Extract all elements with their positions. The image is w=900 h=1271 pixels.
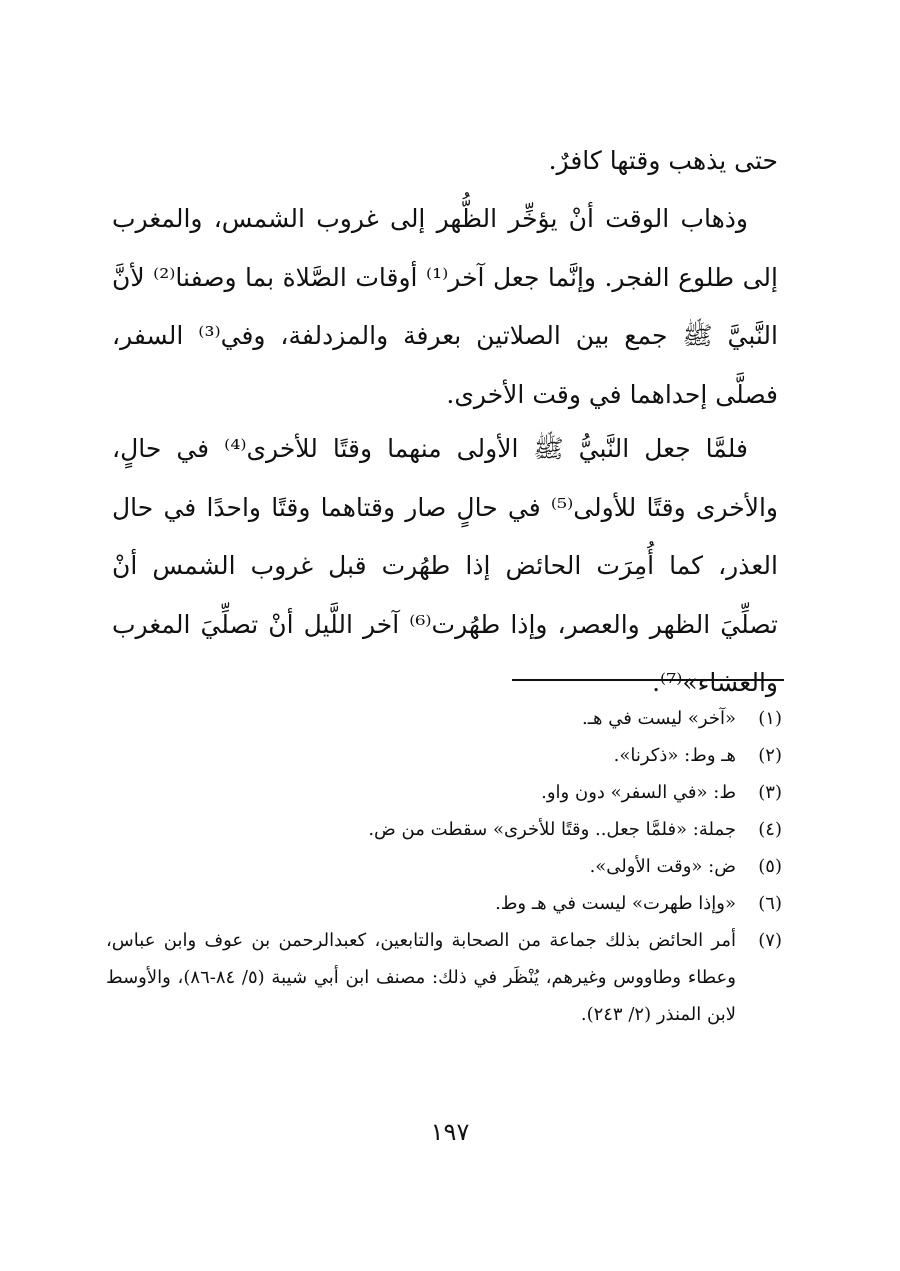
footnotes-list (106, 700, 782, 1033)
footnote-5 (106, 848, 782, 885)
footnote-2 (106, 737, 782, 774)
footnote-text: «آخر» ليست في هـ. (582, 708, 736, 729)
footnote-text: أمر الحائض بذلك جماعة من الصحابة والتابعين، كعبدالرحمن بن عوف وابن عباس، وعطاء وطاووس وغيرهم، يُنْظَر في ذلك: مصنف ابن أبي شيبة (٥/ ٨٤-٨٦)، والأوسط لابن المنذر (٢/ ٢٤٣). (106, 930, 736, 1025)
footnote-number: (٦) (758, 893, 782, 914)
footnote-number: (١) (758, 708, 782, 729)
footnote-3 (106, 774, 782, 811)
footnote-4 (106, 811, 782, 848)
footnote-number: (٢) (758, 745, 782, 766)
footnote-text: ض: «وقت الأولى». (589, 856, 736, 877)
footnote-number: (٥) (758, 856, 782, 877)
continuation-line: حتى يذهب وقتها كافرٌ. (548, 146, 778, 175)
footnote-7 (106, 922, 782, 1033)
body-paragraph-2: فلمَّا جعل النَّبيُّ ﷺ الأولى منهما وقتًا للأخرى⁽⁴⁾ في حالٍ، والأخرى وقتًا للأولى⁽⁵⁾ في حالٍ صار وقتاهما وقتًا واحدًا في حال العذر، كما أُمِرَت الحائض إذا طهُرت قبل غروب الشمس أنْ تصلِّيَ الظهر والعصر، وإذا طهُرت⁽⁶⁾ آخر اللَّيل أنْ تصلِّيَ المغرب والعشاء»⁽⁷⁾. (112, 434, 779, 697)
footnote-number: (٧) (758, 930, 782, 951)
footnote-text: هـ وط: «ذكرنا». (613, 745, 736, 766)
footnote-6 (106, 885, 782, 922)
footnote-text: جملة: «فلمَّا جعل.. وقتًا للأخرى» سقطت من ض. (368, 819, 736, 840)
footnote-divider (512, 679, 784, 681)
footnote-number: (٤) (758, 819, 782, 840)
page-number: ١٩٧ (430, 1118, 470, 1146)
footnote-text: ط: «في السفر» دون واو. (541, 782, 736, 803)
footnote-text: «وإذا طهرت» ليست في هـ وط. (495, 893, 736, 914)
footnote-number: (٣) (758, 782, 782, 803)
footnote-1 (106, 700, 782, 737)
body-paragraph-1: وذهاب الوقت أنْ يؤخِّر الظُّهر إلى غروب الشمس، والمغرب إلى طلوع الفجر. وإنَّما جعل آخر⁽¹⁾ أوقات الصَّلاة بما وصفنا⁽²⁾ لأنَّ النَّبيَّ ﷺ جمع بين الصلاتين بعرفة والمزدلفة، وفي⁽³⁾ السفر، فصلَّى إحداهما في وقت الأخرى. (112, 204, 778, 409)
